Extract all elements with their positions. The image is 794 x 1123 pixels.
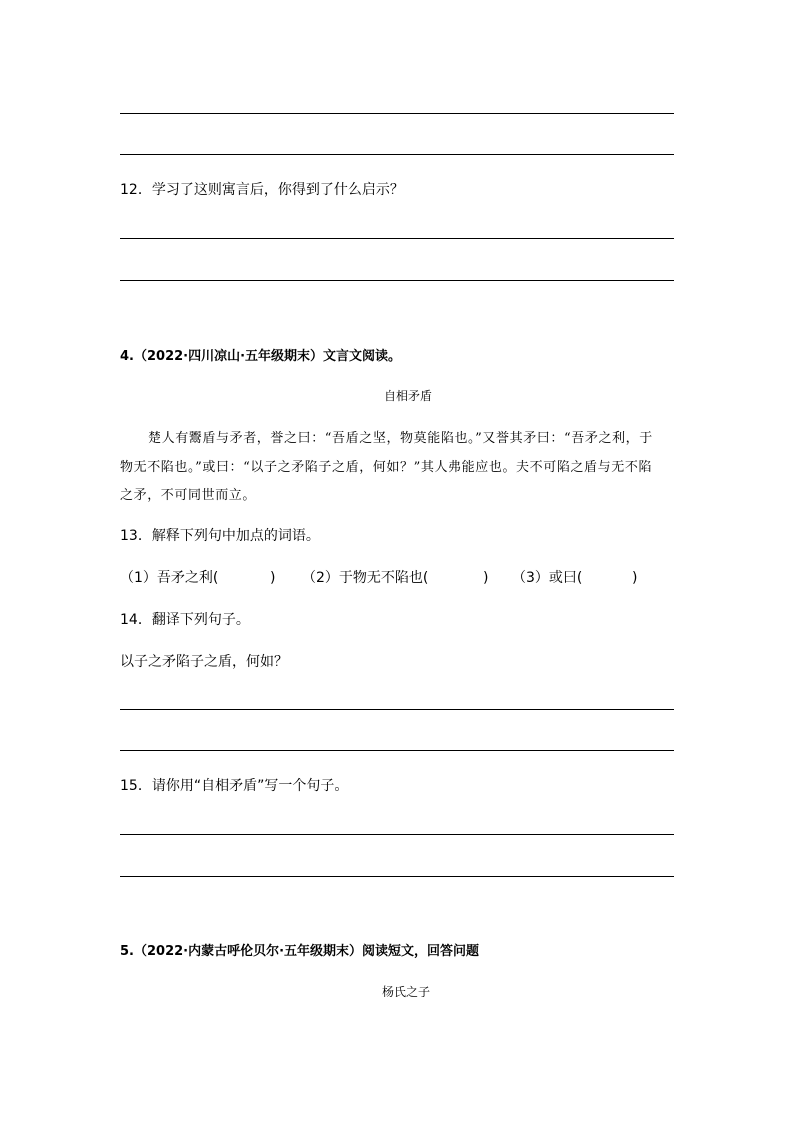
item-3-label: （3）或曰( [512,570,583,586]
passage-title: 杨氏之子 [382,985,431,999]
answer-line[interactable] [120,113,674,114]
answer-line[interactable] [120,280,674,281]
section-5-heading: 5.（2022·内蒙古呼伦贝尔·五年级期末）阅读短文，回答问题 [120,944,480,959]
answer-line[interactable] [120,154,674,155]
item-1-close: ) [270,570,276,586]
answer-line[interactable] [120,238,674,239]
answer-line[interactable] [120,834,674,835]
question-13: 13．解释下列句中加点的词语。 [120,528,320,544]
item-2-close: ) [483,570,489,586]
item-1-label: （1）吾矛之利( [120,570,219,586]
item-3-close: ) [632,570,638,586]
answer-line[interactable] [120,876,674,877]
passage-line: 之矛，不可同世而立。 [120,488,257,503]
question-12: 12．学习了这则寓言后，你得到了什么启示？ [120,182,404,198]
answer-line[interactable] [120,709,674,710]
question-14: 14．翻译下列句子。 [120,612,250,628]
passage-line: 物无不陷也。”或曰：“以子之矛陷子之盾，何如？”其人弗能应也。夫不可陷之盾与无不陷 [120,460,653,475]
answer-line[interactable] [120,750,674,751]
passage-line: 楚人有鬻盾与矛者，誉之曰：“吾盾之坚，物莫能陷也。”又誉其矛曰：“吾矛之利，于 [148,431,653,446]
question-14-sentence: 以子之矛陷子之盾，何如？ [120,654,288,670]
passage-title: 自相矛盾 [384,389,433,403]
section-4-heading: 4.（2022·四川凉山·五年级期末）文言文阅读。 [120,349,402,364]
item-2-label: （2）于物无不陷也( [302,570,429,586]
question-15: 15．请你用“自相矛盾”写一个句子。 [120,778,349,794]
